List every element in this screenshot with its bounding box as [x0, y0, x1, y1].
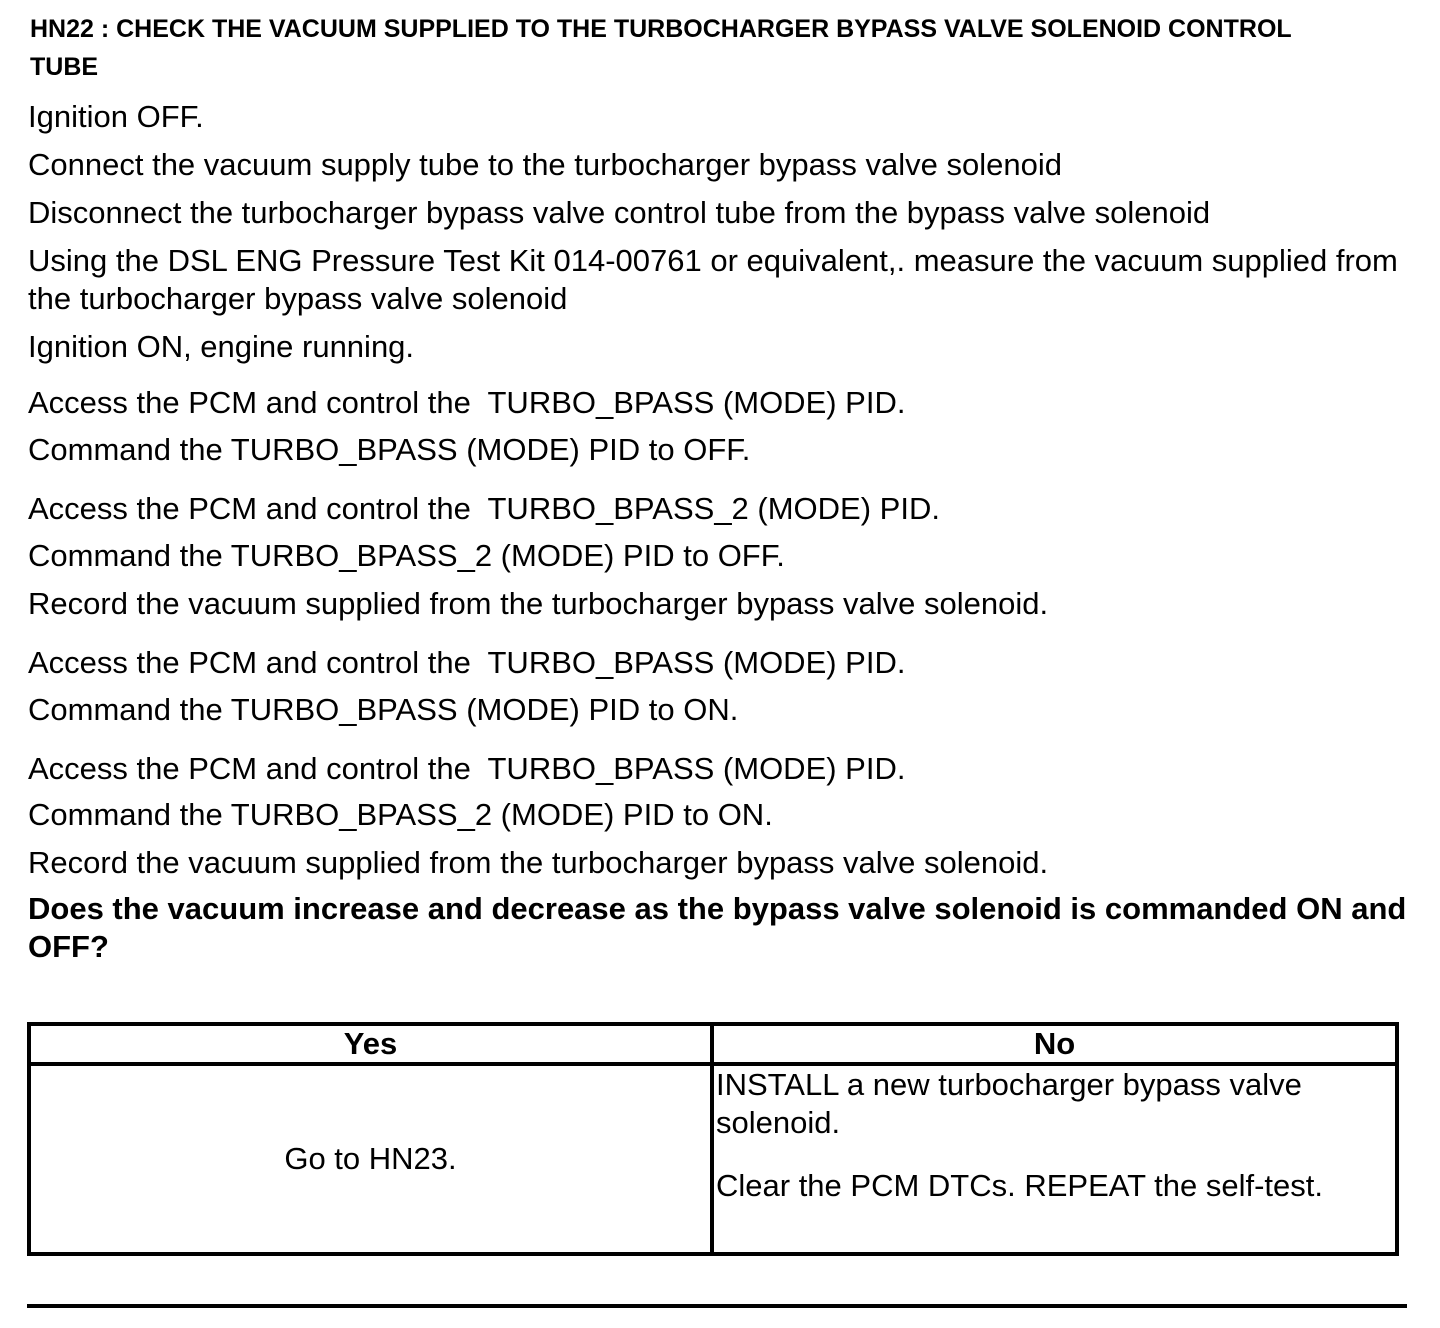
no-action-cell	[712, 1064, 1397, 1254]
result-table	[27, 1022, 1399, 1256]
yes-column-header: Yes	[29, 1024, 712, 1064]
step-command-pid: Command the TURBO_BPASS (MODE) PID to ON.	[28, 692, 739, 727]
step-ignition-on: Ignition ON, engine running.	[28, 329, 415, 364]
step-record-vacuum: Record the vacuum supplied from the turbocharger bypass valve solenoid.	[28, 845, 1049, 880]
bottom-divider	[27, 1304, 1407, 1308]
step-access-pcm: Access the PCM and control the TURBO_BPASS (MODE) PID.	[28, 645, 906, 680]
step-record-vacuum: Record the vacuum supplied from the turbocharger bypass valve solenoid.	[28, 586, 1049, 621]
step-disconnect-control-tube: Disconnect the turbocharger bypass valve control tube from the bypass valve solenoid	[28, 195, 1211, 230]
step-connect-vacuum-supply: Connect the vacuum supply tube to the turbocharger bypass valve solenoid	[28, 147, 1062, 182]
table-header-row	[29, 1024, 1397, 1064]
no-action-install: INSTALL a new turbocharger bypass valve solenoid.	[716, 1067, 1302, 1140]
yes-action-text: Go to HN23.	[284, 1141, 457, 1176]
step-measure-vacuum: Using the DSL ENG Pressure Test Kit 014-00761 or equivalent,. measure the vacuum supplied from the turbocharger bypass valve solenoid	[28, 243, 1407, 316]
step-command-pid: Command the TURBO_BPASS_2 (MODE) PID to OFF.	[28, 538, 785, 573]
table-row	[29, 1064, 1397, 1254]
step-access-pcm: Access the PCM and control the TURBO_BPASS (MODE) PID.	[28, 385, 906, 420]
page-title: HN22 : CHECK THE VACUUM SUPPLIED TO THE TURBOCHARGER BYPASS VALVE SOLENOID CONTROL TUBE	[30, 15, 1292, 81]
step-command-pid: Command the TURBO_BPASS_2 (MODE) PID to ON.	[28, 797, 773, 832]
yes-action-cell	[29, 1064, 712, 1254]
step-access-pcm: Access the PCM and control the TURBO_BPASS_2 (MODE) PID.	[28, 491, 940, 526]
no-column-header: No	[712, 1024, 1397, 1064]
step-ignition-off: Ignition OFF.	[28, 99, 204, 134]
no-action-clear-dtcs: Clear the PCM DTCs. REPEAT the self-test.	[716, 1168, 1323, 1203]
step-command-pid: Command the TURBO_BPASS (MODE) PID to OFF.	[28, 432, 751, 467]
test-question: Does the vacuum increase and decrease as the bypass valve solenoid is commanded ON and OFF?	[28, 891, 1407, 964]
step-access-pcm: Access the PCM and control the TURBO_BPASS (MODE) PID.	[28, 751, 906, 786]
